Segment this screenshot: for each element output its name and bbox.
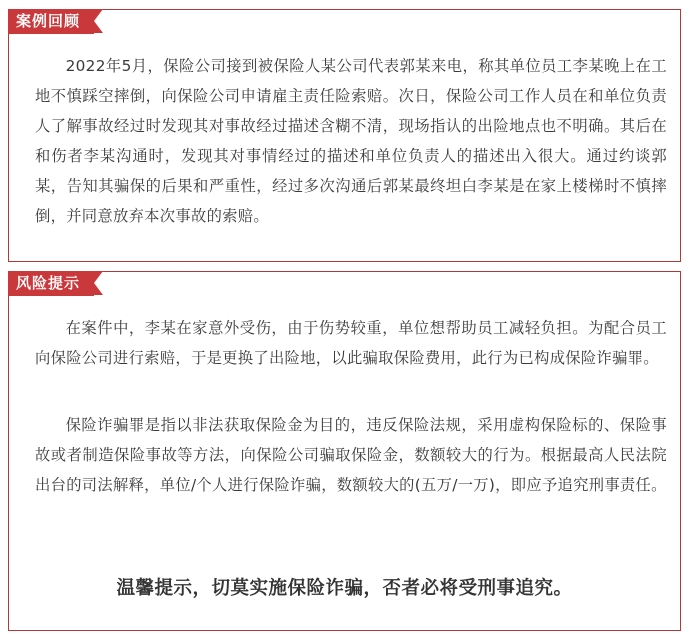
case-review-paragraph: 2022年5月，保险公司接到被保险人某公司代表郭某来电，称其单位员工李某晚上在工地不慎踩空摔倒，向保险公司申请雇主责任险索赔。次日，保险公司工作人员在和单位负责人了解事故经过时发现其对事故经过描述含糊不清，现场指认的出险地点也不明确。其后在和伤者李某沟通时，发现其对事情经过的描述和单位负责人的描述出入很大。通过约谈郭某，告知其骗保的后果和严重性，经过多次沟通后郭某最终坦白李某是在家上楼梯时不慎摔倒，并同意放弃本次事故的索赔。	[35, 57, 667, 225]
warning-statement: 温馨提示，切莫实施保险诈骗，否者必将受刑事追究。	[116, 578, 573, 599]
case-review-card	[8, 9, 681, 262]
risk-warning-card	[8, 271, 681, 631]
section-tag-case-review: 案例回顾	[8, 9, 94, 34]
risk-paragraph-1: 在案件中，李某在家意外受伤，由于伤势较重，单位想帮助员工减轻负担。为配合员工向保险公司进行索赔，于是更换了出险地，以此骗取保险费用，此行为已构成保险诈骗罪。	[35, 319, 667, 367]
risk-paragraph-2: 保险诈骗罪是指以非法获取保险金为目的，违反保险法规，采用虚构保险标的、保险事故或者制造保险事故等方法，向保险公司骗取保险金，数额较大的行为。根据最高人民法院出台的司法解释，单位/个人进行保险诈骗，数额较大的(五万/一万)，即应予追究刑事责任。	[35, 416, 667, 494]
section-tag-risk-warning: 风险提示	[8, 271, 94, 296]
